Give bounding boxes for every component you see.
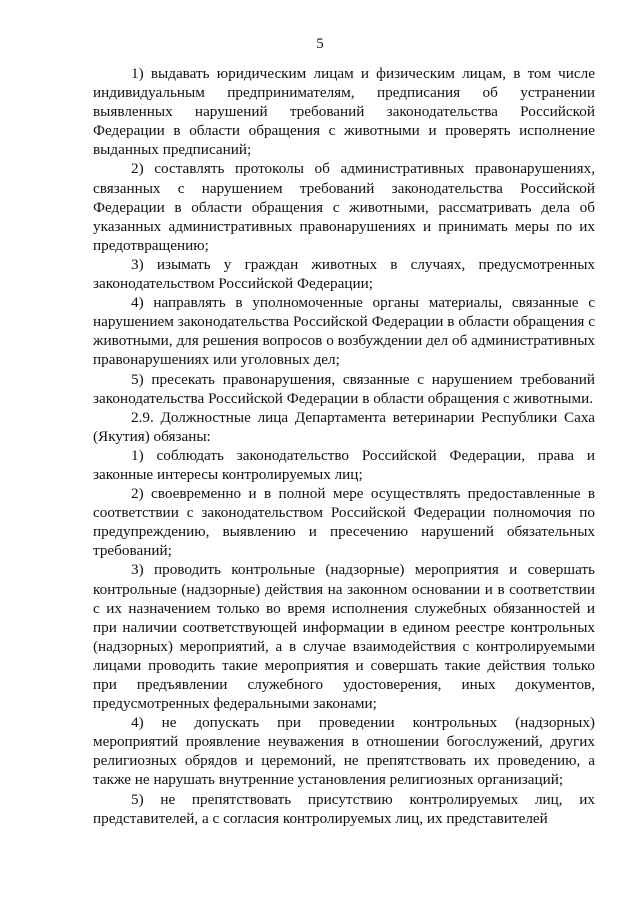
paragraph-duty-1: 1) соблюдать законодательство Российской Федерации, права и законные интересы контролируемых лиц; — [93, 446, 595, 483]
document-body — [93, 64, 595, 828]
paragraph-item-4: 4) направлять в уполномоченные органы материалы, связанные с нарушением законодательства Российской Федерации в области обращения с животными, для решения вопросов о возбуждении дел об административных правонарушениях или уголовных дел; — [93, 294, 595, 369]
paragraph-item-2: 2) составлять протоколы об административных правонарушениях, связанных с нарушением требований законодательства Российской Федерации в области обращения с животными, рассматривать дела об указанных административных правонарушениях и принимать меры по их предотвращению; — [93, 160, 595, 254]
paragraph-item-5: 5) пресекать правонарушения, связанные с нарушением требований законодательства Российской Федерации в области обращения с животными. — [93, 370, 595, 407]
paragraph-section-2-9: 2.9. Должностные лица Департамента ветеринарии Республики Саха (Якутия) обязаны: — [93, 408, 595, 445]
page-number: 5 — [316, 36, 324, 52]
paragraph-duty-5: 5) не препятствовать присутствию контролируемых лиц, их представителей, а с согласия контролируемых лиц, их представителей — [93, 790, 595, 827]
paragraph-item-1: 1) выдавать юридическим лицам и физическим лицам, в том числе индивидуальным предпринимателям, предписания об устранении выявленных нарушений требований законодательства Российской Федерации в области обращения с животными и проверять исполнение выданных предписаний; — [93, 65, 595, 159]
paragraph-duty-4: 4) не допускать при проведении контрольных (надзорных) мероприятий проявление неуважения в отношении богослужений, других религиозных обрядов и церемоний, не препятствовать их проведению, а также не нарушать внутренние установления религиозных организаций; — [93, 714, 595, 789]
paragraph-duty-2: 2) своевременно и в полной мере осуществлять предоставленные в соответствии с законодательством Российской Федерации полномочия по предупреждению, выявлению и пресечению нарушений обязательных требований; — [93, 485, 595, 560]
paragraph-duty-3: 3) проводить контрольные (надзорные) мероприятия и совершать контрольные (надзорные) действия на законном основании и в соответствии с их назначением только во время исполнения служебных обязанностей и при наличии соответствующей информации в едином реестре контрольных (надзорных) мероприятий, а в случае взаимодействия с контролируемыми лицами проводить такие мероприятия и совершать такие действия только при предъявлении служебного удостоверения, иных документов, предусмотренных федеральными законами; — [93, 561, 595, 713]
paragraph-item-3: 3) изымать у граждан животных в случаях, предусмотренных законодательством Российской Федерации; — [93, 255, 595, 293]
